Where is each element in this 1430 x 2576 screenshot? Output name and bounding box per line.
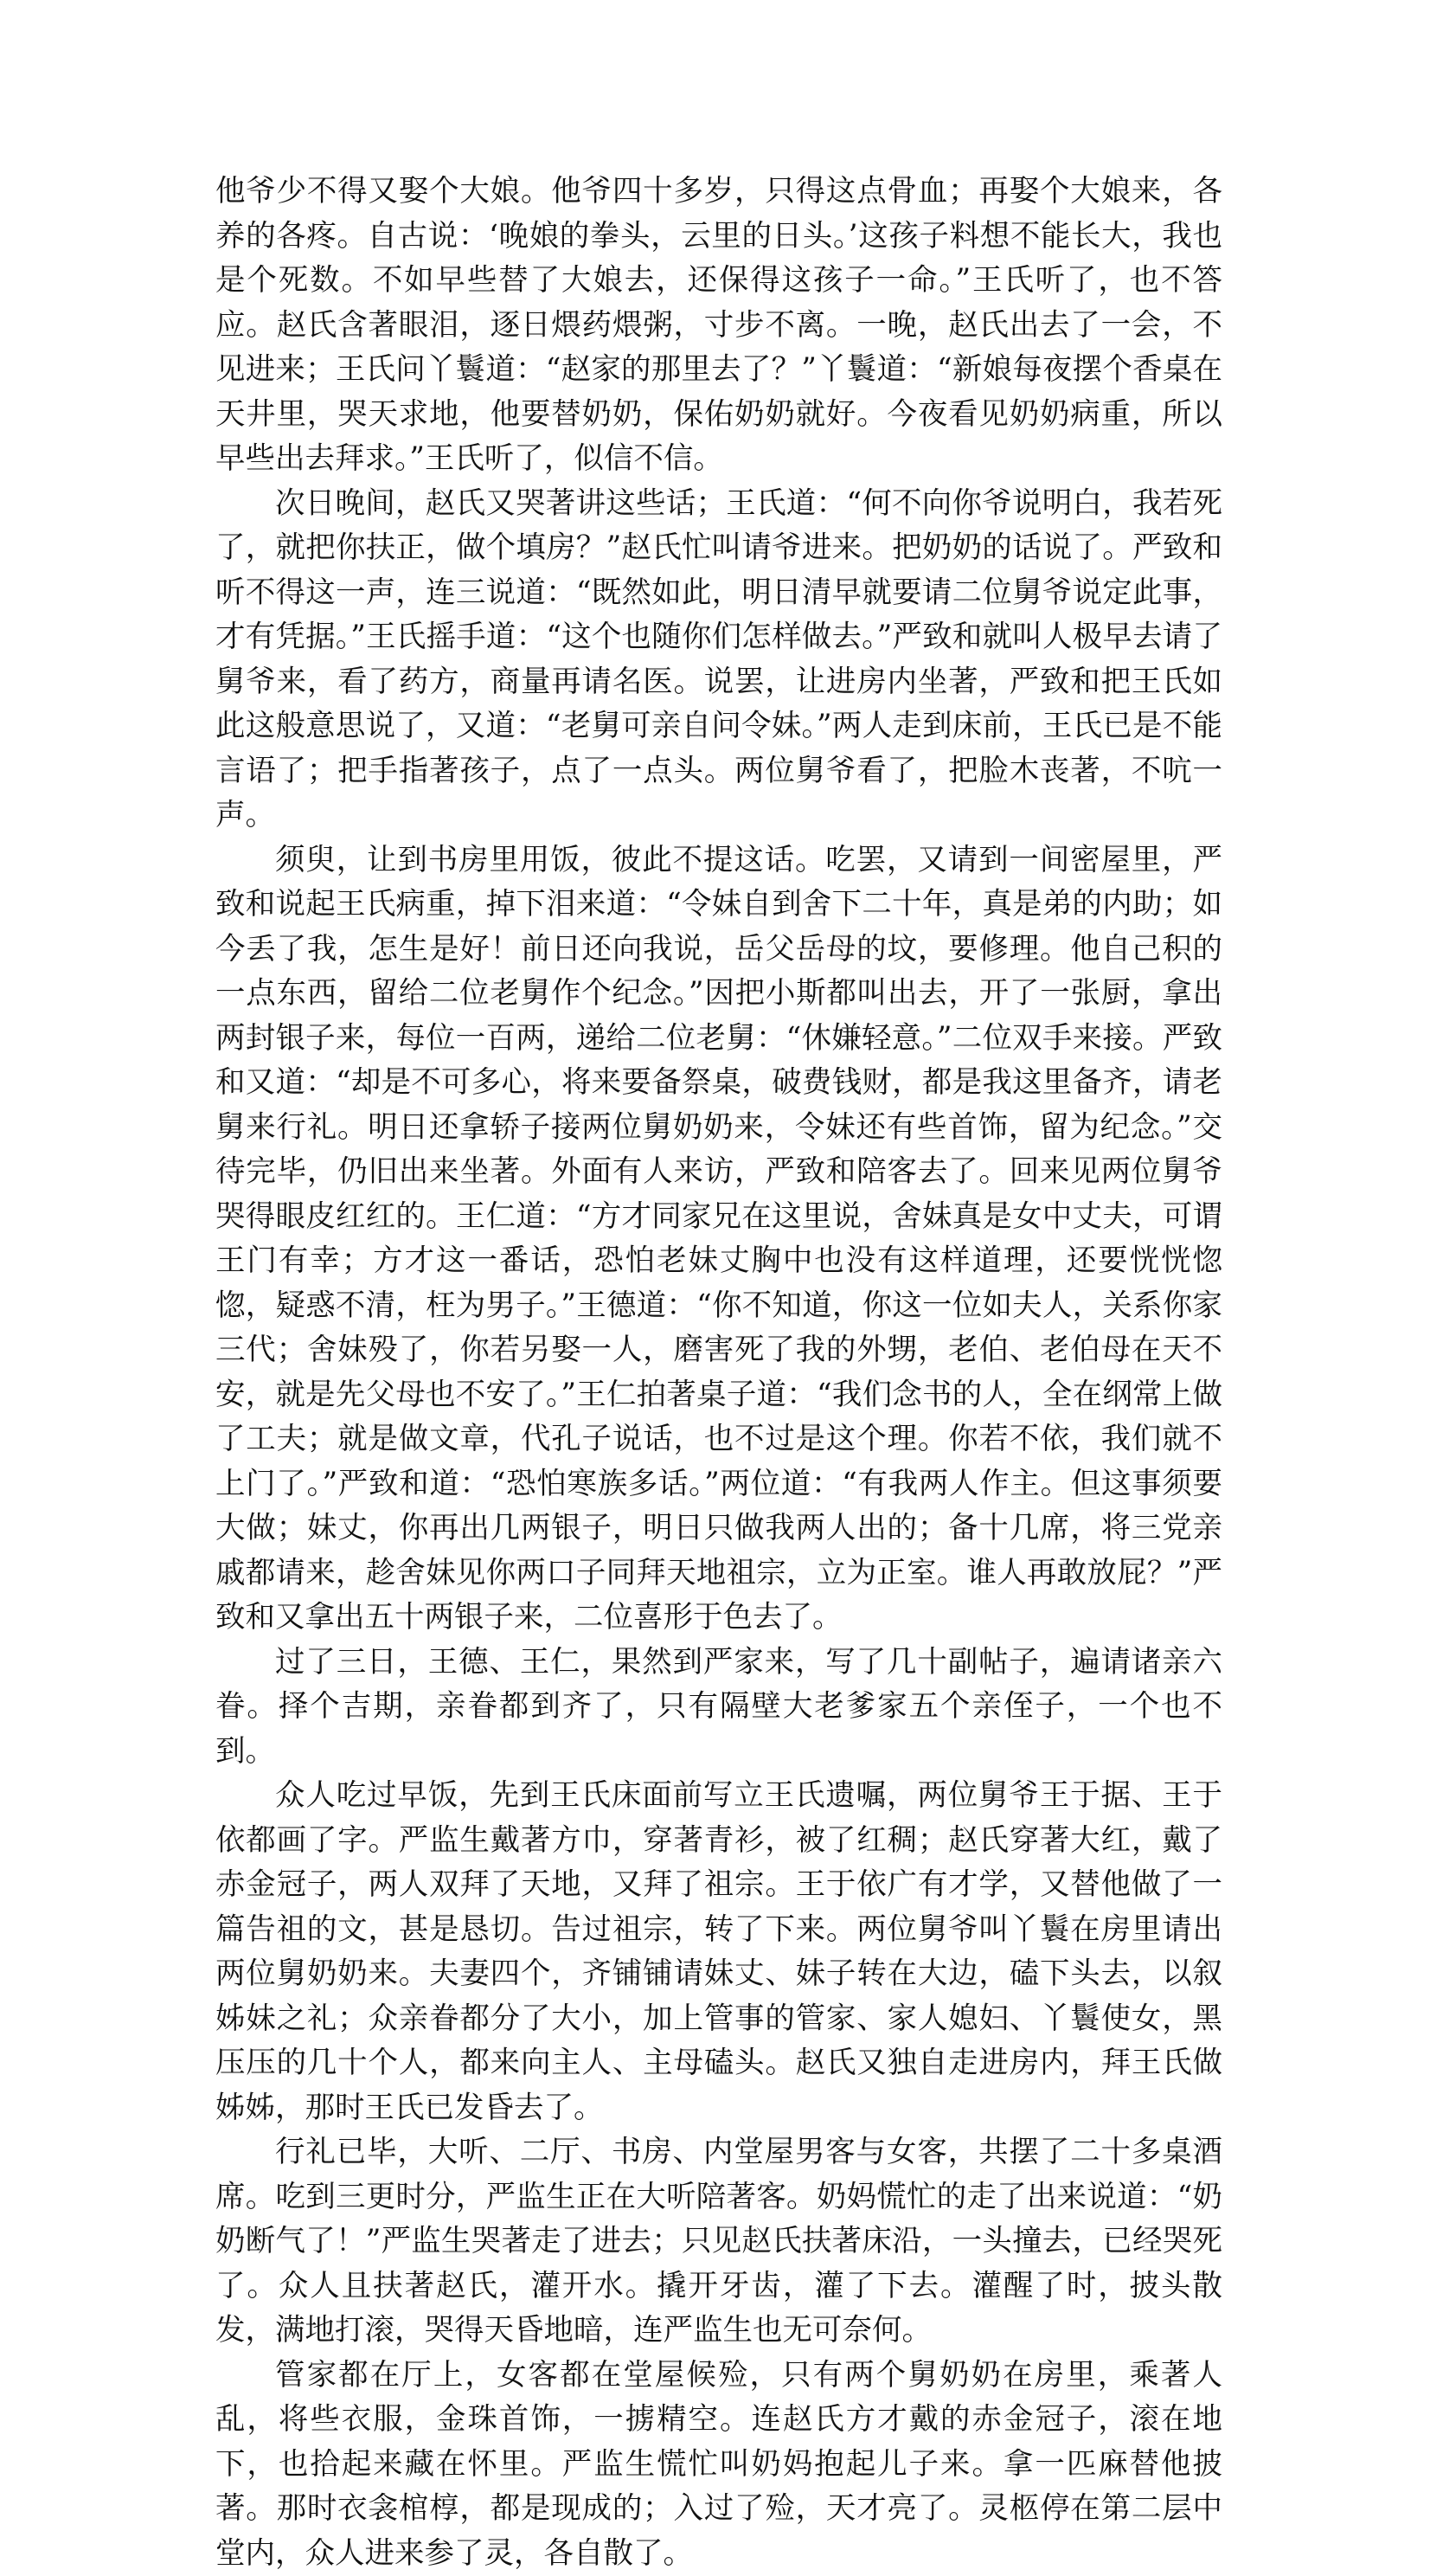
paragraph-3: 须臾，让到书房里用饭，彼此不提这话。吃罢，又请到一间密屋里，严致和说起王氏病重，掉下泪来道：“令妹自到舍下二十年，真是弟的内助；如今丢了我，怎生是好！前日还向我说，岳父岳母的坟，要修理。他自己积的一点东西，留给二位老舅作个纪念。”因把小斯都叫出去，开了一张厨，拿出两封银子来，每位一百两，递给二位老舅：“休嫌轻意。”二位双手来接。严致和又道：“却是不可多心，将来要备祭桌，破费钱财，都是我这里备齐，请老舅来行礼。明日还拿轿子接两位舅奶奶来，令妹还有些首饰，留为纪念。”交待完毕，仍旧出来坐著。外面有人来访，严致和陪客去了。回来见两位舅爷哭得眼皮红红的。王仁道：“方才同家兄在这里说，舍妹真是女中丈夫，可谓王门有幸；方才这一番话，恐怕老妹丈胸中也没有这样道理，还要恍恍惚惚，疑惑不清，枉为男子。”王德道：“你不知道，你这一位如夫人，关系你家三代；舍妹殁了，你若另娶一人，磨害死了我的外甥，老伯、老伯母在天不安，就是先父母也不安了。”王仁拍著桌子道：“我们念书的人，全在纲常上做了工夫；就是做文章，代孔子说话，也不过是这个理。你若不依，我们就不上门了。”严致和道：“恐怕寒族多话。”两位道：“有我两人作主。但这事须要大做；妹丈，你再出几两银子，明日只做我两人出的；备十几席，将三党亲戚都请来，趁舍妹见你两口子同拜天地祖宗，立为正室。谁人再敢放屁？”严致和又拿出五十两银子来，二位喜形于色去了。 bbox=[215, 838, 1222, 1641]
document-page bbox=[215, 170, 1222, 2576]
paragraph-6: 行礼已毕，大听、二厅、书房、内堂屋男客与女客，共摆了二十多桌酒席。吃到三更时分，严监生正在大听陪著客。奶妈慌忙的走了出来说道：“奶奶断气了！”严监生哭著走了进去；只见赵氏扶著床沿，一头撞去，已经哭死了。众人且扶著赵氏，灌开水。撬开牙齿，灌了下去。灌醒了时，披头散发，满地打滚，哭得天昏地暗，连严监生也无可奈何。 bbox=[215, 2130, 1222, 2354]
paragraph-7: 管家都在厅上，女客都在堂屋候殓，只有两个舅奶奶在房里，乘著人乱，将些衣服，金珠首饰，一掳精空。连赵氏方才戴的赤金冠子，滚在地下，也拾起来藏在怀里。严监生慌忙叫奶妈抱起儿子来。拿一匹麻替他披著。那时衣衾棺椁，都是现成的；入过了殓，天才亮了。灵柩停在第二层中堂内，众人进来参了灵，各自散了。 bbox=[215, 2354, 1222, 2576]
paragraph-5: 众人吃过早饭，先到王氏床面前写立王氏遗嘱，两位舅爷王于据、王于依都画了字。严监生戴著方巾，穿著青衫，被了红稠；赵氏穿著大红，戴了赤金冠子，两人双拜了天地，又拜了祖宗。王于依广有才学，又替他做了一篇告祖的文，甚是恳切。告过祖宗，转了下来。两位舅爷叫丫鬟在房里请出两位舅奶奶来。夫妻四个，齐铺铺请妹丈、妹子转在大边，磕下头去，以叙姊妹之礼；众亲眷都分了大小，加上管事的管家、家人媳妇、丫鬟使女，黑压压的几十个人，都来向主人、主母磕头。赵氏又独自走进房内，拜王氏做姊姊，那时王氏已发昏去了。 bbox=[215, 1774, 1222, 2130]
paragraph-4: 过了三日，王德、王仁，果然到严家来，写了几十副帖子，遍请诸亲六眷。择个吉期，亲眷都到齐了，只有隔壁大老爹家五个亲侄子，一个也不到。 bbox=[215, 1641, 1222, 1775]
paragraph-2: 次日晚间，赵氏又哭著讲这些话；王氏道：“何不向你爷说明白，我若死了，就把你扶正，做个填房？”赵氏忙叫请爷进来。把奶奶的话说了。严致和听不得这一声，连三说道：“既然如此，明日清早就要请二位舅爷说定此事，才有凭据。”王氏摇手道：“这个也随你们怎样做去。”严致和就叫人极早去请了舅爷来，看了药方，商量再请名医。说罢，让进房内坐著，严致和把王氏如此这般意思说了，又道：“老舅可亲自问令妹。”两人走到床前，王氏已是不能言语了；把手指著孩子，点了一点头。两位舅爷看了，把脸木丧著，不吭一声。 bbox=[215, 482, 1222, 838]
paragraph-1: 他爷少不得又娶个大娘。他爷四十多岁，只得这点骨血；再娶个大娘来，各养的各疼。自古说：‘晚娘的拳头，云里的日头。’这孩子料想不能长大，我也是个死数。不如早些替了大娘去，还保得这孩子一命。”王氏听了，也不答应。赵氏含著眼泪，逐日煨药煨粥，寸步不离。一晚，赵氏出去了一会，不见进来；王氏问丫鬟道：“赵家的那里去了？”丫鬟道：“新娘每夜摆个香桌在天井里，哭天求地，他要替奶奶，保佑奶奶就好。今夜看见奶奶病重，所以早些出去拜求。”王氏听了，似信不信。 bbox=[215, 170, 1222, 482]
